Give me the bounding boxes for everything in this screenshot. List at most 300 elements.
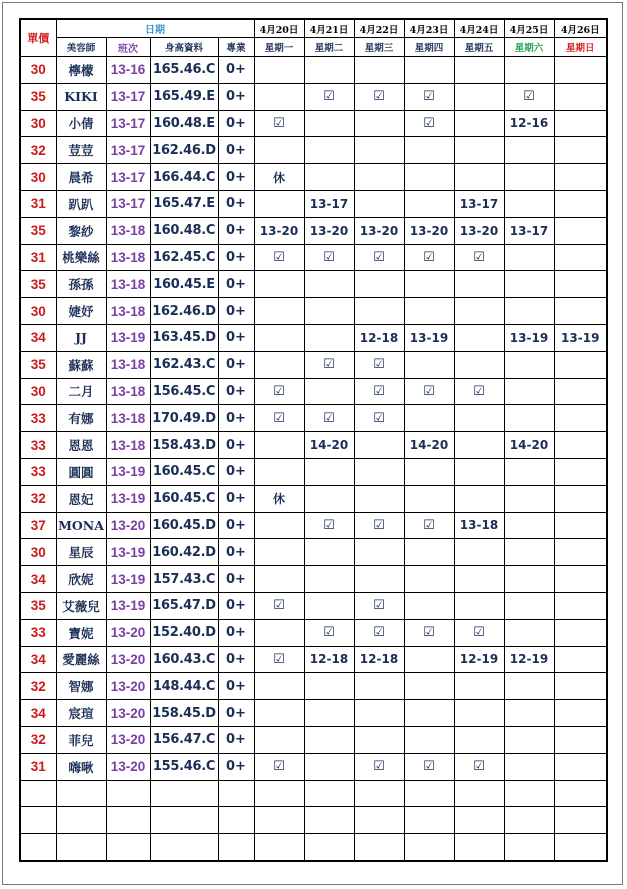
beautician-name: MONA bbox=[56, 512, 106, 539]
price-cell: 34 bbox=[20, 700, 56, 727]
shift-cell: 13-19 bbox=[106, 539, 150, 566]
price-cell: 35 bbox=[20, 217, 56, 244]
price-cell: 30 bbox=[20, 110, 56, 137]
empty-cell bbox=[354, 780, 404, 807]
date-header-cell: 4月26日 bbox=[554, 19, 607, 38]
weekday-header-cell: 星期一 bbox=[254, 38, 304, 57]
spec-cell: 162.43.C bbox=[150, 351, 218, 378]
checkbox-icon: ☑ bbox=[454, 244, 504, 271]
pro-cell: 0+ bbox=[218, 646, 254, 673]
pro-cell: 0+ bbox=[218, 566, 254, 593]
table-row bbox=[20, 673, 607, 700]
beautician-name: 恩妃 bbox=[56, 485, 106, 512]
table-row bbox=[20, 405, 607, 432]
checkbox-icon: ☑ bbox=[354, 244, 404, 271]
checkbox-icon: ☑ bbox=[304, 83, 354, 110]
schedule-cell bbox=[404, 164, 454, 191]
spec-cell: 160.45.D bbox=[150, 512, 218, 539]
checkbox-icon: ☑ bbox=[404, 619, 454, 646]
checkbox-icon: ☑ bbox=[454, 619, 504, 646]
schedule-cell bbox=[304, 485, 354, 512]
weekday-header-cell: 星期六 bbox=[504, 38, 554, 57]
empty-cell bbox=[354, 807, 404, 834]
pro-cell: 0+ bbox=[218, 137, 254, 164]
spec-cell: 165.47.E bbox=[150, 190, 218, 217]
shift-cell: 13-18 bbox=[106, 271, 150, 298]
shift-cell: 13-20 bbox=[106, 700, 150, 727]
schedule-cell bbox=[304, 753, 354, 780]
schedule-cell bbox=[454, 271, 504, 298]
empty-cell bbox=[404, 780, 454, 807]
empty-cell bbox=[56, 780, 106, 807]
schedule-table bbox=[19, 18, 608, 862]
spec-cell: 163.45.D bbox=[150, 324, 218, 351]
schedule-cell bbox=[504, 753, 554, 780]
spec-cell: 160.48.C bbox=[150, 217, 218, 244]
schedule-cell bbox=[454, 673, 504, 700]
table-row bbox=[20, 190, 607, 217]
table-row bbox=[20, 619, 607, 646]
table-row bbox=[20, 164, 607, 191]
spec-cell: 162.45.C bbox=[150, 244, 218, 271]
shift-cell: 13-18 bbox=[106, 432, 150, 459]
schedule-cell bbox=[454, 726, 504, 753]
schedule-cell bbox=[254, 726, 304, 753]
schedule-cell bbox=[404, 57, 454, 84]
checkbox-icon: ☑ bbox=[404, 110, 454, 137]
table-row bbox=[20, 512, 607, 539]
checkbox-icon: ☑ bbox=[254, 753, 304, 780]
weekday-header-cell: 星期五 bbox=[454, 38, 504, 57]
spec-cell: 160.43.C bbox=[150, 646, 218, 673]
schedule-cell bbox=[554, 673, 607, 700]
schedule-cell bbox=[404, 539, 454, 566]
beautician-name: 蘇蘇 bbox=[56, 351, 106, 378]
spec-cell: 165.49.E bbox=[150, 83, 218, 110]
date-header-cell: 4月24日 bbox=[454, 19, 504, 38]
schedule-cell: 12-19 bbox=[454, 646, 504, 673]
schedule-cell bbox=[304, 592, 354, 619]
spec-cell: 158.43.D bbox=[150, 432, 218, 459]
schedule-cell bbox=[404, 566, 454, 593]
checkbox-icon: ☑ bbox=[354, 351, 404, 378]
table-row bbox=[20, 351, 607, 378]
empty-cell bbox=[106, 807, 150, 834]
pro-cell: 0+ bbox=[218, 83, 254, 110]
schedule-cell bbox=[554, 512, 607, 539]
date-header-cell: 4月20日 bbox=[254, 19, 304, 38]
schedule-cell: 14-20 bbox=[404, 432, 454, 459]
schedule-cell bbox=[404, 646, 454, 673]
beautician-name: 愛麗絲 bbox=[56, 646, 106, 673]
spec-cell: 156.45.C bbox=[150, 378, 218, 405]
shift-cell: 13-17 bbox=[106, 137, 150, 164]
schedule-cell bbox=[254, 512, 304, 539]
schedule-cell bbox=[354, 190, 404, 217]
spec-cell: 160.42.D bbox=[150, 539, 218, 566]
schedule-cell bbox=[304, 110, 354, 137]
beautician-name: 婕妤 bbox=[56, 298, 106, 325]
schedule-cell bbox=[554, 592, 607, 619]
schedule-cell bbox=[504, 298, 554, 325]
checkbox-icon: ☑ bbox=[454, 753, 504, 780]
checkbox-icon: ☑ bbox=[254, 244, 304, 271]
schedule-cell: 13-19 bbox=[504, 324, 554, 351]
table-row bbox=[20, 271, 607, 298]
schedule-cell bbox=[254, 351, 304, 378]
shift-cell: 13-20 bbox=[106, 673, 150, 700]
beautician-name: 荳荳 bbox=[56, 137, 106, 164]
schedule-cell bbox=[554, 619, 607, 646]
schedule-cell bbox=[254, 432, 304, 459]
price-cell: 31 bbox=[20, 753, 56, 780]
shift-cell: 13-19 bbox=[106, 458, 150, 485]
pro-cell: 0+ bbox=[218, 110, 254, 137]
schedule-cell bbox=[454, 164, 504, 191]
beautician-name: 艾薇兒 bbox=[56, 592, 106, 619]
shift-cell: 13-20 bbox=[106, 646, 150, 673]
schedule-cell bbox=[504, 458, 554, 485]
shift-cell: 13-17 bbox=[106, 190, 150, 217]
price-cell: 33 bbox=[20, 432, 56, 459]
beautician-name: 黎紗 bbox=[56, 217, 106, 244]
checkbox-icon: ☑ bbox=[454, 378, 504, 405]
schedule-cell bbox=[404, 458, 454, 485]
price-cell: 35 bbox=[20, 83, 56, 110]
pro-cell: 0+ bbox=[218, 405, 254, 432]
table-row bbox=[20, 83, 607, 110]
empty-cell bbox=[454, 834, 504, 861]
schedule-cell bbox=[254, 458, 304, 485]
empty-cell bbox=[150, 807, 218, 834]
pro-cell: 0+ bbox=[218, 378, 254, 405]
schedule-cell bbox=[304, 726, 354, 753]
schedule-cell bbox=[254, 271, 304, 298]
schedule-cell: 13-18 bbox=[454, 512, 504, 539]
price-cell: 35 bbox=[20, 592, 56, 619]
schedule-cell bbox=[554, 539, 607, 566]
empty-cell bbox=[106, 780, 150, 807]
schedule-cell bbox=[554, 432, 607, 459]
spec-cell: 157.43.C bbox=[150, 566, 218, 593]
schedule-cell bbox=[454, 405, 504, 432]
shift-cell: 13-20 bbox=[106, 512, 150, 539]
schedule-cell bbox=[504, 190, 554, 217]
schedule-cell: 13-19 bbox=[554, 324, 607, 351]
pro-cell: 0+ bbox=[218, 217, 254, 244]
checkbox-icon: ☑ bbox=[354, 512, 404, 539]
schedule-cell bbox=[404, 673, 454, 700]
checkbox-icon: ☑ bbox=[354, 619, 404, 646]
schedule-cell: 13-17 bbox=[504, 217, 554, 244]
schedule-cell: 13-17 bbox=[304, 190, 354, 217]
price-cell: 30 bbox=[20, 378, 56, 405]
price-cell: 33 bbox=[20, 405, 56, 432]
beautician-name: 寶妮 bbox=[56, 619, 106, 646]
beautician-name: 菲兒 bbox=[56, 726, 106, 753]
schedule-cell bbox=[504, 539, 554, 566]
beautician-name: 星辰 bbox=[56, 539, 106, 566]
empty-row bbox=[20, 807, 607, 834]
schedule-cell bbox=[354, 673, 404, 700]
price-cell: 35 bbox=[20, 271, 56, 298]
schedule-cell bbox=[504, 673, 554, 700]
date-header-cell: 4月21日 bbox=[304, 19, 354, 38]
price-cell: 34 bbox=[20, 324, 56, 351]
schedule-cell bbox=[554, 405, 607, 432]
empty-cell bbox=[304, 807, 354, 834]
schedule-cell bbox=[254, 137, 304, 164]
pro-header: 專業 bbox=[218, 38, 254, 57]
shift-cell: 13-19 bbox=[106, 324, 150, 351]
schedule-cell: 12-18 bbox=[354, 324, 404, 351]
price-cell: 30 bbox=[20, 57, 56, 84]
weekday-header-cell: 星期二 bbox=[304, 38, 354, 57]
schedule-cell bbox=[304, 700, 354, 727]
schedule-cell bbox=[354, 566, 404, 593]
beautician-header: 美容師 bbox=[56, 38, 106, 57]
pro-cell: 0+ bbox=[218, 298, 254, 325]
empty-cell bbox=[20, 834, 56, 861]
schedule-cell bbox=[454, 566, 504, 593]
schedule-cell bbox=[304, 271, 354, 298]
schedule-cell bbox=[554, 458, 607, 485]
price-cell: 34 bbox=[20, 646, 56, 673]
schedule-cell bbox=[504, 512, 554, 539]
schedule-cell bbox=[254, 619, 304, 646]
pro-cell: 0+ bbox=[218, 592, 254, 619]
schedule-cell bbox=[504, 164, 554, 191]
price-cell: 31 bbox=[20, 190, 56, 217]
empty-cell bbox=[454, 807, 504, 834]
schedule-cell bbox=[554, 244, 607, 271]
beautician-name: JJ bbox=[56, 324, 106, 351]
empty-cell bbox=[56, 807, 106, 834]
schedule-cell: 13-20 bbox=[304, 217, 354, 244]
empty-cell bbox=[254, 780, 304, 807]
schedule-cell bbox=[404, 592, 454, 619]
schedule-cell: 13-20 bbox=[254, 217, 304, 244]
schedule-cell bbox=[454, 432, 504, 459]
schedule-cell bbox=[304, 539, 354, 566]
spec-cell: 148.44.C bbox=[150, 673, 218, 700]
schedule-cell bbox=[554, 378, 607, 405]
schedule-cell bbox=[504, 405, 554, 432]
schedule-cell bbox=[454, 83, 504, 110]
schedule-cell bbox=[404, 351, 454, 378]
empty-row bbox=[20, 780, 607, 807]
checkbox-icon: ☑ bbox=[254, 405, 304, 432]
schedule-cell bbox=[254, 190, 304, 217]
schedule-cell bbox=[554, 217, 607, 244]
empty-cell bbox=[354, 834, 404, 861]
table-row bbox=[20, 753, 607, 780]
schedule-cell bbox=[504, 271, 554, 298]
schedule-cell bbox=[354, 57, 404, 84]
spec-cell: 165.46.C bbox=[150, 57, 218, 84]
spec-cell: 155.46.C bbox=[150, 753, 218, 780]
schedule-cell bbox=[554, 726, 607, 753]
table-row bbox=[20, 485, 607, 512]
shift-cell: 13-19 bbox=[106, 592, 150, 619]
table-row bbox=[20, 110, 607, 137]
empty-cell bbox=[504, 780, 554, 807]
schedule-cell bbox=[354, 432, 404, 459]
schedule-cell: 13-20 bbox=[354, 217, 404, 244]
schedule-cell bbox=[354, 271, 404, 298]
checkbox-icon: ☑ bbox=[404, 83, 454, 110]
shift-cell: 13-18 bbox=[106, 378, 150, 405]
schedule-cell: 12-19 bbox=[504, 646, 554, 673]
empty-row bbox=[20, 834, 607, 861]
schedule-cell: 13-20 bbox=[404, 217, 454, 244]
schedule-cell bbox=[554, 110, 607, 137]
schedule-cell bbox=[304, 324, 354, 351]
schedule-cell bbox=[504, 726, 554, 753]
schedule-cell bbox=[504, 566, 554, 593]
date-header-cell: 4月22日 bbox=[354, 19, 404, 38]
price-cell: 34 bbox=[20, 566, 56, 593]
schedule-cell: 休 bbox=[254, 485, 304, 512]
pro-cell: 0+ bbox=[218, 539, 254, 566]
checkbox-icon: ☑ bbox=[504, 83, 554, 110]
checkbox-icon: ☑ bbox=[404, 512, 454, 539]
schedule-cell bbox=[554, 164, 607, 191]
schedule-cell: 14-20 bbox=[304, 432, 354, 459]
shift-cell: 13-17 bbox=[106, 83, 150, 110]
beautician-name: 智娜 bbox=[56, 673, 106, 700]
table-row bbox=[20, 244, 607, 271]
empty-cell bbox=[20, 780, 56, 807]
table-row bbox=[20, 378, 607, 405]
table-row bbox=[20, 700, 607, 727]
shift-cell: 13-16 bbox=[106, 57, 150, 84]
checkbox-icon: ☑ bbox=[254, 378, 304, 405]
pro-cell: 0+ bbox=[218, 726, 254, 753]
beautician-name: 嗨啾 bbox=[56, 753, 106, 780]
table-row bbox=[20, 592, 607, 619]
shift-cell: 13-18 bbox=[106, 298, 150, 325]
schedule-cell bbox=[304, 164, 354, 191]
beautician-name: 圓圓 bbox=[56, 458, 106, 485]
checkbox-icon: ☑ bbox=[354, 378, 404, 405]
schedule-cell bbox=[254, 566, 304, 593]
schedule-cell bbox=[404, 137, 454, 164]
checkbox-icon: ☑ bbox=[404, 753, 454, 780]
schedule-cell bbox=[304, 57, 354, 84]
schedule-cell bbox=[404, 485, 454, 512]
table-row bbox=[20, 432, 607, 459]
beautician-name: 孫孫 bbox=[56, 271, 106, 298]
schedule-cell bbox=[354, 485, 404, 512]
schedule-cell bbox=[454, 324, 504, 351]
schedule-cell bbox=[354, 539, 404, 566]
schedule-cell bbox=[354, 700, 404, 727]
table-row bbox=[20, 726, 607, 753]
price-cell: 30 bbox=[20, 164, 56, 191]
schedule-cell bbox=[554, 700, 607, 727]
schedule-cell bbox=[454, 700, 504, 727]
price-cell: 37 bbox=[20, 512, 56, 539]
schedule-cell bbox=[254, 324, 304, 351]
spec-cell: 165.47.D bbox=[150, 592, 218, 619]
schedule-cell bbox=[554, 485, 607, 512]
weekday-header-cell: 星期三 bbox=[354, 38, 404, 57]
price-cell: 33 bbox=[20, 458, 56, 485]
shift-cell: 13-20 bbox=[106, 753, 150, 780]
empty-cell bbox=[554, 834, 607, 861]
price-cell: 30 bbox=[20, 298, 56, 325]
checkbox-icon: ☑ bbox=[354, 592, 404, 619]
schedule-cell bbox=[554, 298, 607, 325]
schedule-cell bbox=[404, 190, 454, 217]
schedule-cell bbox=[554, 271, 607, 298]
schedule-cell bbox=[504, 485, 554, 512]
pro-cell: 0+ bbox=[218, 512, 254, 539]
schedule-cell bbox=[504, 137, 554, 164]
empty-cell bbox=[304, 834, 354, 861]
beautician-name: 有娜 bbox=[56, 405, 106, 432]
checkbox-icon: ☑ bbox=[304, 512, 354, 539]
empty-cell bbox=[504, 834, 554, 861]
pro-cell: 0+ bbox=[218, 753, 254, 780]
schedule-cell bbox=[454, 592, 504, 619]
spec-cell: 160.45.C bbox=[150, 458, 218, 485]
checkbox-icon: ☑ bbox=[254, 110, 304, 137]
price-cell: 32 bbox=[20, 726, 56, 753]
empty-cell bbox=[150, 780, 218, 807]
beautician-name: 小倩 bbox=[56, 110, 106, 137]
schedule-cell bbox=[504, 592, 554, 619]
schedule-cell bbox=[454, 57, 504, 84]
pro-cell: 0+ bbox=[218, 485, 254, 512]
date-header-cell: 4月25日 bbox=[504, 19, 554, 38]
price-cell: 32 bbox=[20, 673, 56, 700]
spec-cell: 160.45.C bbox=[150, 485, 218, 512]
spec-cell: 170.49.D bbox=[150, 405, 218, 432]
schedule-cell bbox=[404, 405, 454, 432]
schedule-cell bbox=[554, 646, 607, 673]
schedule-cell bbox=[454, 458, 504, 485]
empty-cell bbox=[56, 834, 106, 861]
schedule-cell bbox=[304, 378, 354, 405]
empty-cell bbox=[218, 807, 254, 834]
schedule-cell bbox=[254, 83, 304, 110]
checkbox-icon: ☑ bbox=[404, 378, 454, 405]
empty-cell bbox=[554, 807, 607, 834]
empty-cell bbox=[254, 834, 304, 861]
date-header: 日期 bbox=[56, 19, 254, 38]
shift-cell: 13-19 bbox=[106, 566, 150, 593]
schedule-cell bbox=[554, 190, 607, 217]
beautician-name: 欣妮 bbox=[56, 566, 106, 593]
schedule-cell bbox=[554, 753, 607, 780]
schedule-cell bbox=[554, 83, 607, 110]
table-row bbox=[20, 298, 607, 325]
price-cell: 31 bbox=[20, 244, 56, 271]
price-header: 單價 bbox=[20, 19, 56, 57]
shift-cell: 13-20 bbox=[106, 726, 150, 753]
schedule-cell bbox=[504, 378, 554, 405]
pro-cell: 0+ bbox=[218, 458, 254, 485]
empty-cell bbox=[254, 807, 304, 834]
beautician-name: 檸檬 bbox=[56, 57, 106, 84]
spec-cell: 160.45.E bbox=[150, 271, 218, 298]
spec-cell: 162.46.D bbox=[150, 137, 218, 164]
schedule-cell bbox=[304, 673, 354, 700]
weekday-header-cell: 星期日 bbox=[554, 38, 607, 57]
schedule-cell bbox=[354, 164, 404, 191]
